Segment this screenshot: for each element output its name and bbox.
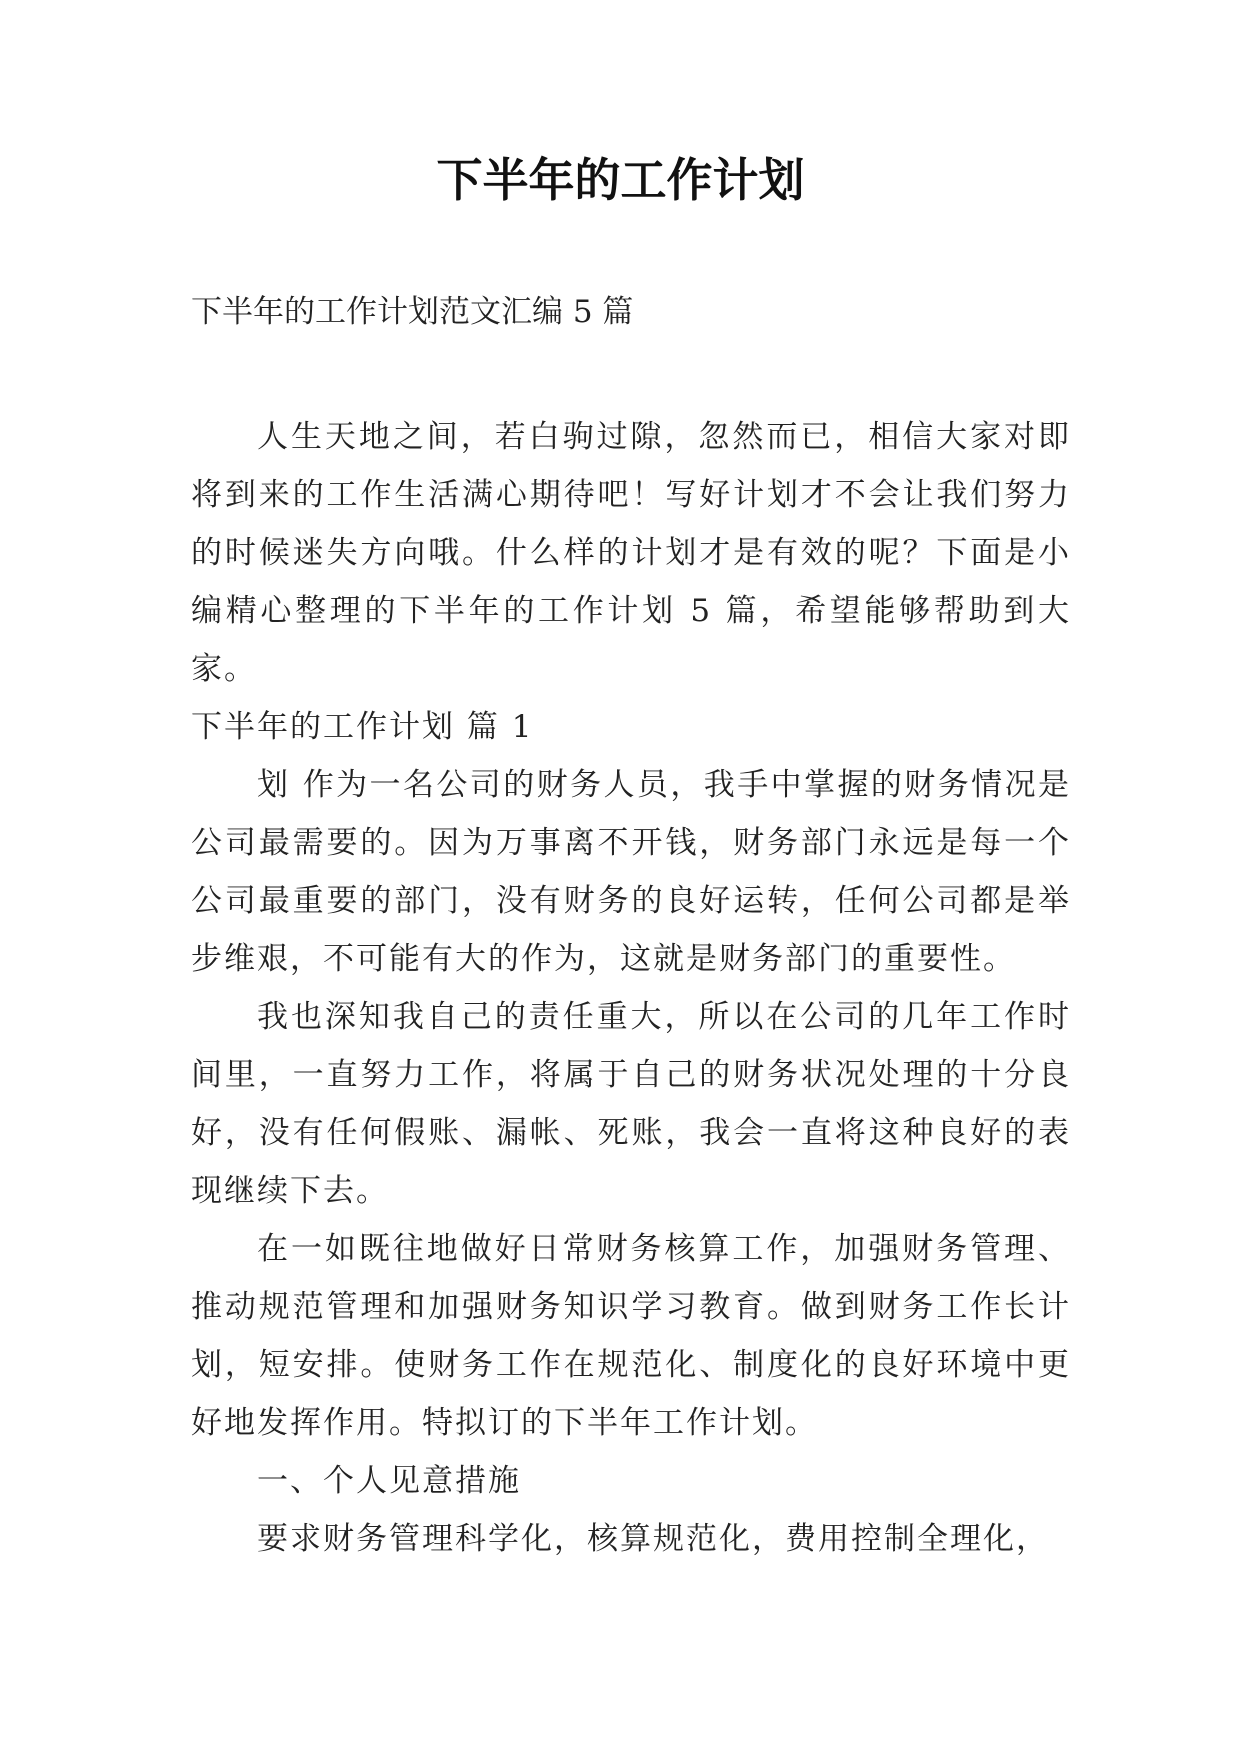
section-heading: 下半年的工作计划 篇 1 — [191, 709, 534, 745]
intro-paragraph: 人生天地之间，若白驹过隙，忽然而已，相信大家对即将到来的工作生活满心期待吧！写好计划才不会让我们努力的时候迷失方向哦。什么样的计划才是有效的呢？下面是小编精心整理的下半年的工作计划 5 篇，希望能够帮助到大家。 — [191, 419, 1071, 687]
subsection-heading: 一、个人见意措施 — [257, 1463, 521, 1499]
body-paragraph: 要求财务管理科学化，核算规范化，费用控制全理化， — [257, 1521, 1049, 1557]
body-paragraph: 划 作为一名公司的财务人员，我手中掌握的财务情况是公司最需要的。因为万事离不开钱，财务部门永远是每一个公司最重要的部门，没有财务的良好运转，任何公司都是举步维艰，不可能有大的作为，这就是财务部门的重要性。 — [191, 767, 1071, 977]
document-title: 下半年的工作计划 — [436, 153, 805, 207]
body-paragraph: 在一如既往地做好日常财务核算工作，加强财务管理、推动规范管理和加强财务知识学习教育。做到财务工作长计划，短安排。使财务工作在规范化、制度化的良好环境中更好地发挥作用。特拟订的下半年工作计划。 — [191, 1231, 1071, 1441]
document-body — [191, 408, 1071, 1568]
body-paragraph: 我也深知我自己的责任重大，所以在公司的几年工作时间里，一直努力工作，将属于自己的财务状况处理的十分良好，没有任何假账、漏帐、死账，我会一直将这种良好的表现继续下去。 — [191, 999, 1071, 1209]
document-subtitle: 下半年的工作计划范文汇编 5 篇 — [191, 294, 634, 330]
